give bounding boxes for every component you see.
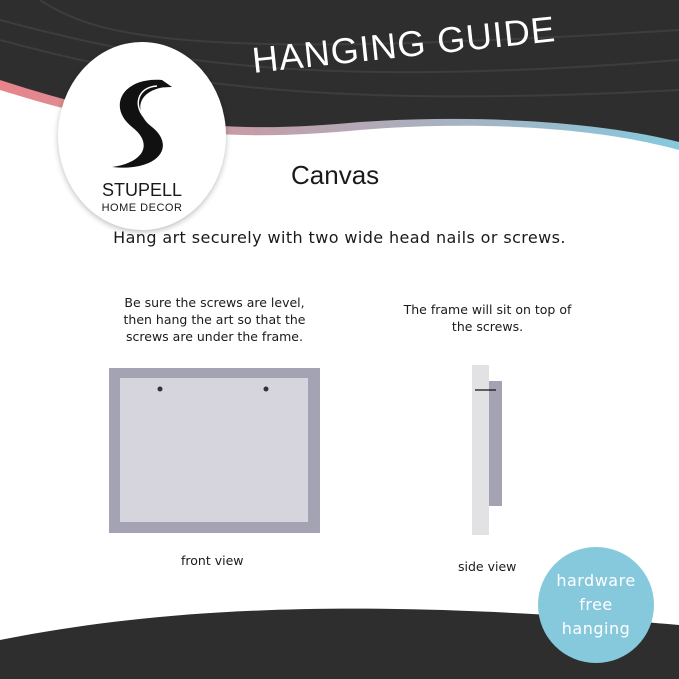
s-logo-icon — [102, 72, 182, 172]
side-view-diagram — [472, 365, 502, 535]
badge-line: hanging — [561, 619, 631, 638]
side-view-caption: side view — [458, 559, 517, 574]
hardware-free-badge — [538, 547, 654, 663]
badge-line: free — [579, 595, 613, 614]
brand-name: STUPELL — [101, 180, 183, 200]
brand-logo — [58, 42, 226, 230]
product-type: Canvas — [291, 160, 380, 190]
front-view-diagram — [109, 368, 320, 533]
badge-line: hardware — [556, 571, 636, 590]
side-view-note: The frame will sit on top of the screws. — [403, 302, 572, 334]
front-view-note: Be sure the screws are level, then hang the art so that the screws are under the frame. — [123, 295, 306, 344]
screw-icon — [264, 387, 269, 392]
screw-icon — [158, 387, 163, 392]
front-view-caption: front view — [181, 553, 244, 568]
brand-subtitle: HOME DECOR — [101, 202, 183, 214]
instruction-text: Hang art securely with two wide head nails or screws. — [113, 228, 566, 247]
page-title: HANGING GUIDE — [250, 8, 558, 81]
